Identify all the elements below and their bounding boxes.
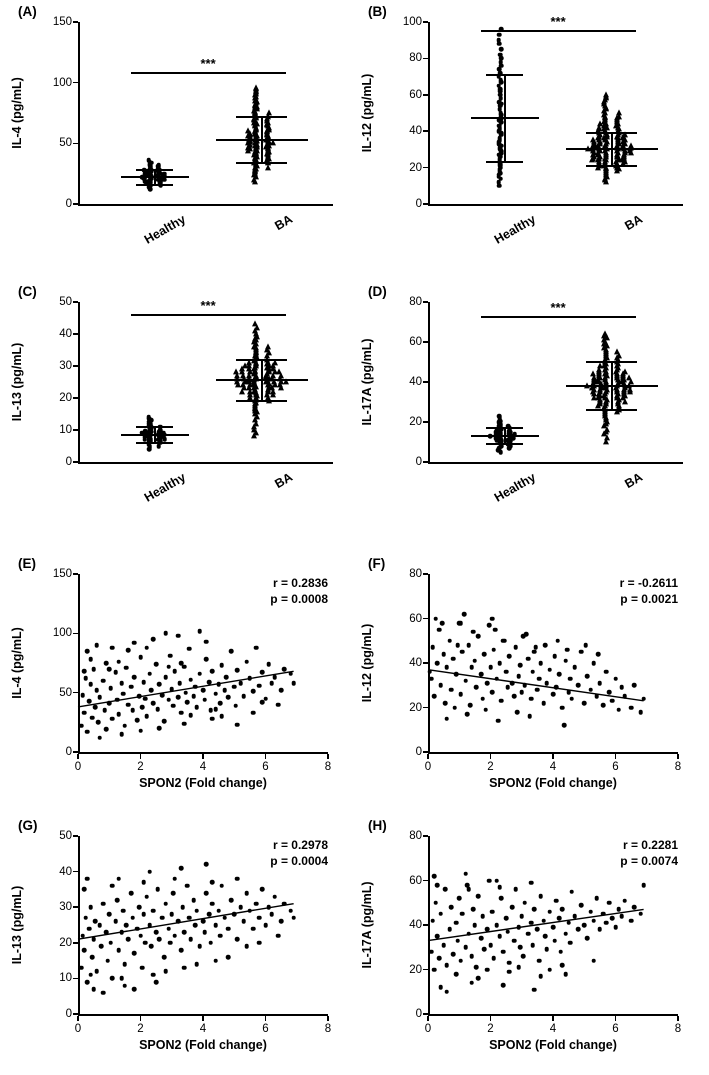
y-axis-label: IL-17A (pg/mL): [360, 881, 374, 969]
group-label-healthy: Healthy: [141, 470, 188, 505]
x-axis-label: SPON2 (Fold change): [489, 1038, 617, 1052]
y-tick-label: 40: [59, 865, 72, 878]
x-tick-label: 2: [137, 1023, 144, 1035]
y-tick-label: 150: [52, 16, 72, 28]
group-label-healthy: Healthy: [491, 212, 538, 247]
x-axis-label: SPON2 (Fold change): [489, 776, 617, 790]
y-axis-label: IL-4 (pg/mL): [10, 77, 24, 149]
y-tick-label: 50: [59, 686, 72, 699]
x-tick-label: 6: [262, 1023, 269, 1035]
x-tick-label: 0: [424, 761, 432, 773]
y-tick-label: 60: [409, 612, 422, 625]
y-tick-label: 40: [409, 919, 422, 931]
x-tick-label: 4: [549, 1023, 557, 1035]
panel-label-g: (G): [18, 818, 38, 833]
x-tick-label: 8: [324, 761, 332, 773]
x-tick-label: 8: [674, 1023, 682, 1035]
y-tick-label: 50: [59, 830, 72, 842]
y-tick-label: 100: [52, 76, 72, 89]
x-tick-label: 6: [262, 761, 269, 773]
y-tick-label: 40: [409, 376, 422, 388]
y-tick-label: 80: [409, 52, 422, 65]
group-label-healthy: Healthy: [491, 470, 538, 505]
y-tick-label: 0: [415, 456, 422, 468]
stat-r: r = -0.2611: [619, 576, 678, 590]
y-tick-label: 20: [59, 392, 72, 404]
x-tick-label: 8: [324, 1023, 332, 1035]
stat-r: r = 0.2281: [622, 838, 678, 852]
y-tick-label: 40: [409, 657, 422, 669]
y-tick-label: 0: [415, 1008, 422, 1020]
x-tick-label: 0: [74, 761, 82, 773]
x-tick-label: 4: [199, 1023, 207, 1035]
y-axis-label: IL-13 (pg/mL): [10, 885, 24, 965]
y-tick-label: 0: [65, 1008, 72, 1020]
x-tick-label: 2: [487, 1023, 494, 1035]
x-tick-label: 8: [674, 761, 682, 773]
group-label-ba: BA: [621, 470, 645, 492]
y-tick-label: 20: [409, 701, 422, 714]
stat-p: p = 0.0008: [270, 592, 328, 606]
group-label-ba: BA: [271, 212, 295, 234]
y-tick-label: 50: [59, 137, 72, 150]
y-tick-label: 80: [409, 568, 422, 580]
stat-p: p = 0.0004: [270, 854, 328, 868]
y-tick-label: 100: [402, 16, 422, 28]
y-axis-label: IL-4 (pg/mL): [10, 627, 24, 699]
group-label-ba: BA: [621, 212, 645, 234]
y-tick-label: 150: [52, 568, 72, 580]
stat-r: r = 0.2836: [272, 576, 328, 590]
y-tick-label: 20: [409, 963, 422, 976]
panel-label-c: (C): [18, 284, 37, 299]
y-tick-label: 0: [65, 198, 72, 210]
x-tick-label: 6: [612, 761, 619, 773]
x-tick-label: 0: [424, 1023, 432, 1035]
y-tick-label: 80: [409, 296, 422, 308]
panel-label-a: (A): [18, 4, 37, 19]
y-tick-label: 30: [59, 360, 72, 372]
x-tick-label: 0: [74, 1023, 82, 1035]
y-tick-label: 0: [65, 456, 72, 468]
significance-star: ***: [200, 56, 216, 71]
significance-star: ***: [550, 14, 566, 29]
y-tick-label: 40: [59, 328, 72, 340]
x-tick-label: 2: [137, 761, 144, 773]
group-label-ba: BA: [271, 470, 295, 492]
y-tick-label: 50: [59, 296, 72, 308]
y-tick-label: 80: [409, 830, 422, 842]
y-tick-label: 30: [59, 901, 72, 914]
y-tick-label: 60: [409, 874, 422, 887]
stat-p: p = 0.0074: [620, 854, 678, 868]
y-tick-label: 40: [409, 125, 422, 138]
panel-label-e: (E): [18, 556, 36, 571]
group-label-healthy: Healthy: [141, 212, 188, 247]
y-tick-label: 0: [415, 198, 422, 210]
y-tick-label: 20: [59, 936, 72, 949]
x-tick-label: 2: [487, 761, 494, 773]
y-tick-label: 20: [409, 161, 422, 174]
x-tick-label: 6: [612, 1023, 619, 1035]
x-tick-label: 4: [549, 761, 557, 773]
y-tick-label: 20: [409, 416, 422, 428]
y-axis-label: IL-13 (pg/mL): [10, 342, 24, 422]
stat-r: r = 0.2978: [272, 838, 328, 852]
significance-star: ***: [200, 298, 216, 313]
y-axis-label: IL-17A (pg/mL): [360, 338, 374, 426]
y-axis-label: IL-12 (pg/mL): [360, 623, 374, 703]
panel-label-f: (F): [368, 556, 386, 571]
stat-p: p = 0.0021: [620, 592, 678, 606]
panel-label-b: (B): [368, 4, 387, 19]
y-tick-label: 60: [409, 336, 422, 348]
panel-label-d: (D): [368, 284, 387, 299]
y-tick-label: 10: [59, 972, 72, 985]
y-tick-label: 0: [415, 746, 422, 758]
y-tick-label: 0: [65, 746, 72, 758]
y-tick-label: 10: [59, 424, 72, 436]
panel-label-h: (H): [368, 818, 387, 833]
y-tick-label: 60: [409, 88, 422, 101]
x-tick-label: 4: [199, 761, 207, 773]
y-tick-label: 100: [52, 627, 72, 640]
x-axis-label: SPON2 (Fold change): [139, 776, 267, 790]
y-axis-label: IL-12 (pg/mL): [360, 73, 374, 153]
significance-star: ***: [550, 300, 566, 315]
x-axis-label: SPON2 (Fold change): [139, 1038, 267, 1052]
